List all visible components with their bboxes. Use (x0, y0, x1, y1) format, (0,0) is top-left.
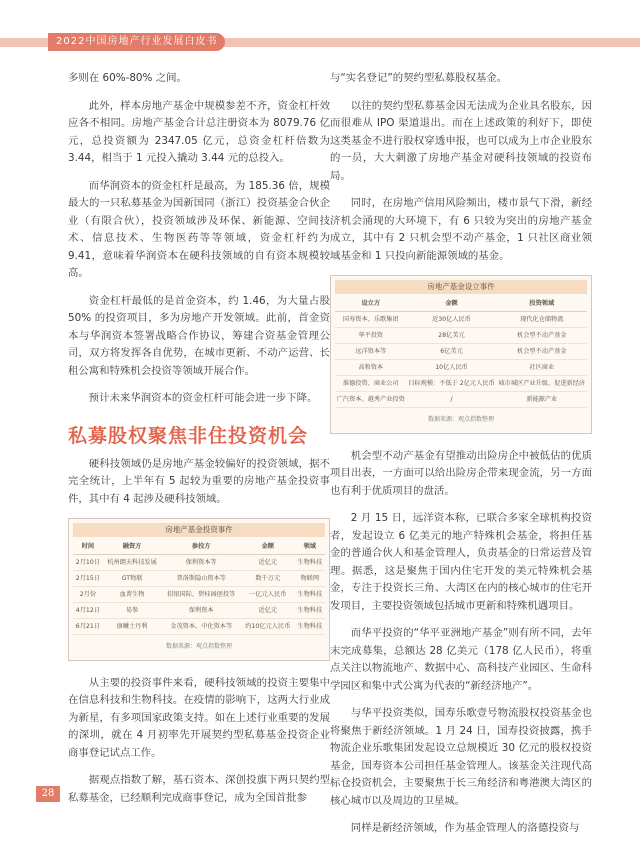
page-number: 28 (36, 786, 60, 802)
table-cell: 4月12日 (73, 603, 103, 619)
right-column (330, 70, 592, 848)
table-cell: 保利资本 (161, 603, 241, 619)
header-title: 2022中国房地产行业发展白皮书 (48, 33, 225, 51)
table-cell: GT物联 (103, 571, 162, 587)
table-row (73, 619, 325, 635)
table-cell: 28亿美元 (406, 328, 496, 344)
paragraph: 硬科技领域仍是房地产基金较偏好的投资领域，据不完全统计，上半年有 5 起较为重要的房地产基金投资事件，其中有 4 起涉及硬科技领域。 (68, 457, 330, 505)
investment-events-table (68, 518, 330, 661)
table-cell: 近30亿人民币 (406, 312, 496, 328)
paragraph: 以往的契约型私募基金因无法成为企业具名股东，因而很难从 IPO 渠道退出。而在上述政策的利好下，即使这类基金不进行股权穿透申报，也可以成为上市企业股东的一员，大大刺激了房地产基金对硬科技领域的投资布局。 (330, 99, 592, 182)
table-cell: 社区商业 (497, 360, 587, 376)
table-cell: 约10亿元人民币 (241, 619, 294, 635)
table-header: 参投方 (161, 539, 241, 555)
table-cell: 金茂资本、中化资本等 (161, 619, 241, 635)
table-cell: 现代化仓储物流 (497, 312, 587, 328)
table-row (73, 587, 325, 603)
table-cell: 一亿元人民币 (241, 587, 294, 603)
paragraph: 预计未来华润资本的资金杠杆可能会进一步下降。 (88, 392, 318, 404)
table-cell: 淮德投资、商业公司 (335, 376, 406, 392)
table-caption: 房地产基金设立事件 (335, 280, 587, 294)
table-cell: 6月21日 (73, 619, 103, 635)
table-cell: 2月15日 (73, 571, 103, 587)
table-cell: 华平投资 (335, 328, 406, 344)
table-cell: 国寿资本、乐歌集团 (335, 312, 406, 328)
table-row (73, 603, 325, 619)
paragraph: 从主要的投资事件来看，硬科技领域的投资主要集中在信息科技和生物科技。在疫情的影响下，这两大行业成为新星，有多项国家政策支持。如在上述行业重要的发展的深圳，就在 4 月初率先开展契约型私募基金投资企业商事登记试点工作。 (68, 676, 330, 759)
paragraph: 同时，在房地产信用风险频出，楼市景气下滑，新经济机会涌现的大环境下，有 6 只较为突出的房地产基金成立，其中有 2 只机会型不动产基金，1 只社区商业领域基金和 1 只投向新能源领域的基金。 (330, 197, 592, 262)
table-header: 时间 (73, 539, 103, 555)
table-row (335, 360, 587, 376)
paragraph: 与“实名登记”的契约型私募股权基金。 (330, 72, 508, 84)
table-cell: 康曦士丹利 (103, 619, 162, 635)
table-cell: 目标规模：不低于 2亿元人民币 (406, 376, 496, 392)
table-cell: 招银国际、碧桂园创投等 (161, 587, 241, 603)
table-cell: 生物科技 (295, 587, 325, 603)
paragraph: 资金杠杆最低的是首金资本，约 1.46，为大量占股 50% 的投资项目，多为房地产开发领域。此前，首金资本与华润资本签署战略合作协议，筹建合资基金管理公司，双方将发挥各自优势，在城市更新、不动产运营、长租公寓和特殊机会投资等领域开展合作。 (68, 294, 330, 377)
table-row (335, 344, 587, 360)
table-cell: 10亿人民币 (406, 360, 496, 376)
table-row (335, 376, 587, 392)
table-cell: 城市城区产业升级、促进新经济 (497, 376, 587, 392)
table-cell: 生物科技 (295, 619, 325, 635)
paragraph: 而华润资本的资金杠杆是最高，为 185.36 倍，规模最大的一只私募基金为国新国同（浙江）投资基金合伙企业（有限合伙），投资领域涉及环保、新能源、空间技术、信息技术、生物医药等等领域，资金杠杆约为 9.41，意味着华润资本在硬科技领域的自有资本规模较高。 (68, 179, 330, 279)
table-cell: 远洋资本等 (335, 344, 406, 360)
table-source: 数据来源：观点指数整理 (427, 416, 494, 423)
table-cell: 数千万元 (241, 571, 294, 587)
paragraph: 据观点指数了解，基石资本、深创投旗下两只契约型私募基金，已经顺利完成商事登记，成为全国首批参 (68, 774, 330, 804)
table-cell: 保利资本等 (161, 555, 241, 571)
table-cell: 2月10日 (73, 555, 103, 571)
paragraph: 2 月 15 日，远洋资本称，已联合多家全球机构投资者，发起设立 6 亿美元的地产特殊机会基金，将担任基金的普通合伙人和基金管理人，负责基金的日常运营及管理。据悉，这是聚焦于国内住宅开发的美元特殊机会基金，专注于投资长三角、大湾区在内的核心城市的住宅开发项目，主要投资领域包括城市更新和特殊机遇项目。 (330, 512, 592, 612)
table-cell: 血菁生物 (103, 587, 162, 603)
table-cell: 机会型不动产基金 (497, 328, 587, 344)
table-row (335, 328, 587, 344)
fund-establishment-table (330, 275, 592, 434)
paragraph: 机会型不动产基金有望推动出险房企中被低估的优质项目出表，一方面可以给出险房企带来现金流，另一方面也有利于优质项目的盘活。 (330, 449, 592, 497)
table-cell: 2月份 (73, 587, 103, 603)
table-cell: 杭州朗天科技发展 (103, 555, 162, 571)
table-header: 设立方 (335, 296, 406, 312)
table-caption: 房地产基金投资事件 (73, 523, 325, 537)
table-cell: 生物科技 (295, 555, 325, 571)
paragraph: 此外，样本房地产基金中规模参差不齐，资金杠杆效应各不相同。房地产基金合计总注册资本为 8079.76 亿元，总投资额为 2347.05 亿元，总资金杠杆倍数为 3.44，相当于 1 元投入撬动 3.44 元的总投入。 (68, 99, 330, 164)
table-header: 金额 (241, 539, 294, 555)
table-cell: 机会型不动产基金 (497, 344, 587, 360)
table-cell: 生物科技 (295, 603, 325, 619)
section-title: 私募股权聚焦非住投资机会 (68, 424, 309, 447)
paragraph: 同样是新经济领域，作为基金管理人的洛德投资与 (350, 822, 580, 834)
paragraph: 而华平投资的“华平亚洲地产基金”则有所不同，去年末完成募集，总额达 28 亿美元（178 亿人民币），将重点关注以物流地产、数据中心、高科技产业园区、生命科学园区和集中式公寓为代表的“新经济地产”。 (330, 627, 592, 692)
table-cell: 广汽资本、越秀产业投资 (335, 392, 406, 408)
table-source: 数据来源：观点指数整理 (165, 643, 232, 650)
table-header: 领域 (295, 539, 325, 555)
table-cell: 近亿元 (241, 555, 294, 571)
table-header: 金额 (406, 296, 496, 312)
table-cell: / (406, 392, 496, 408)
table-cell: 物联网 (295, 571, 325, 587)
table-header: 投资领域 (497, 296, 587, 312)
paragraph: 多则在 60%-80% 之间。 (68, 72, 187, 84)
table-row (335, 312, 587, 328)
table-cell: 6亿美元 (406, 344, 496, 360)
page-header (0, 0, 640, 47)
table-row (335, 392, 587, 408)
table-cell: 新能源产业 (497, 392, 587, 408)
left-column (68, 70, 330, 817)
table-header: 融资方 (103, 539, 162, 555)
table-cell: 近亿元 (241, 603, 294, 619)
table-cell: 普洛斯隐山资本等 (161, 571, 241, 587)
table-row (73, 571, 325, 587)
table-cell: 高和资本 (335, 360, 406, 376)
paragraph: 与华平投资类似，国寿乐歌壹号物流股权投资基金也将聚焦于新经济领域。1 月 24 日，国寿投资披露，携手物流企业乐歌集团发起设立总规模近 30 亿元的股权投资基金，国寿资本公司担任基金管理人。该基金关注现代高标仓投资机会，主要聚焦于长三角经济和粤港澳大湾区的核心城市以及周边的卫星城。 (330, 707, 592, 807)
table-row (73, 555, 325, 571)
table-cell: 易参 (103, 603, 162, 619)
